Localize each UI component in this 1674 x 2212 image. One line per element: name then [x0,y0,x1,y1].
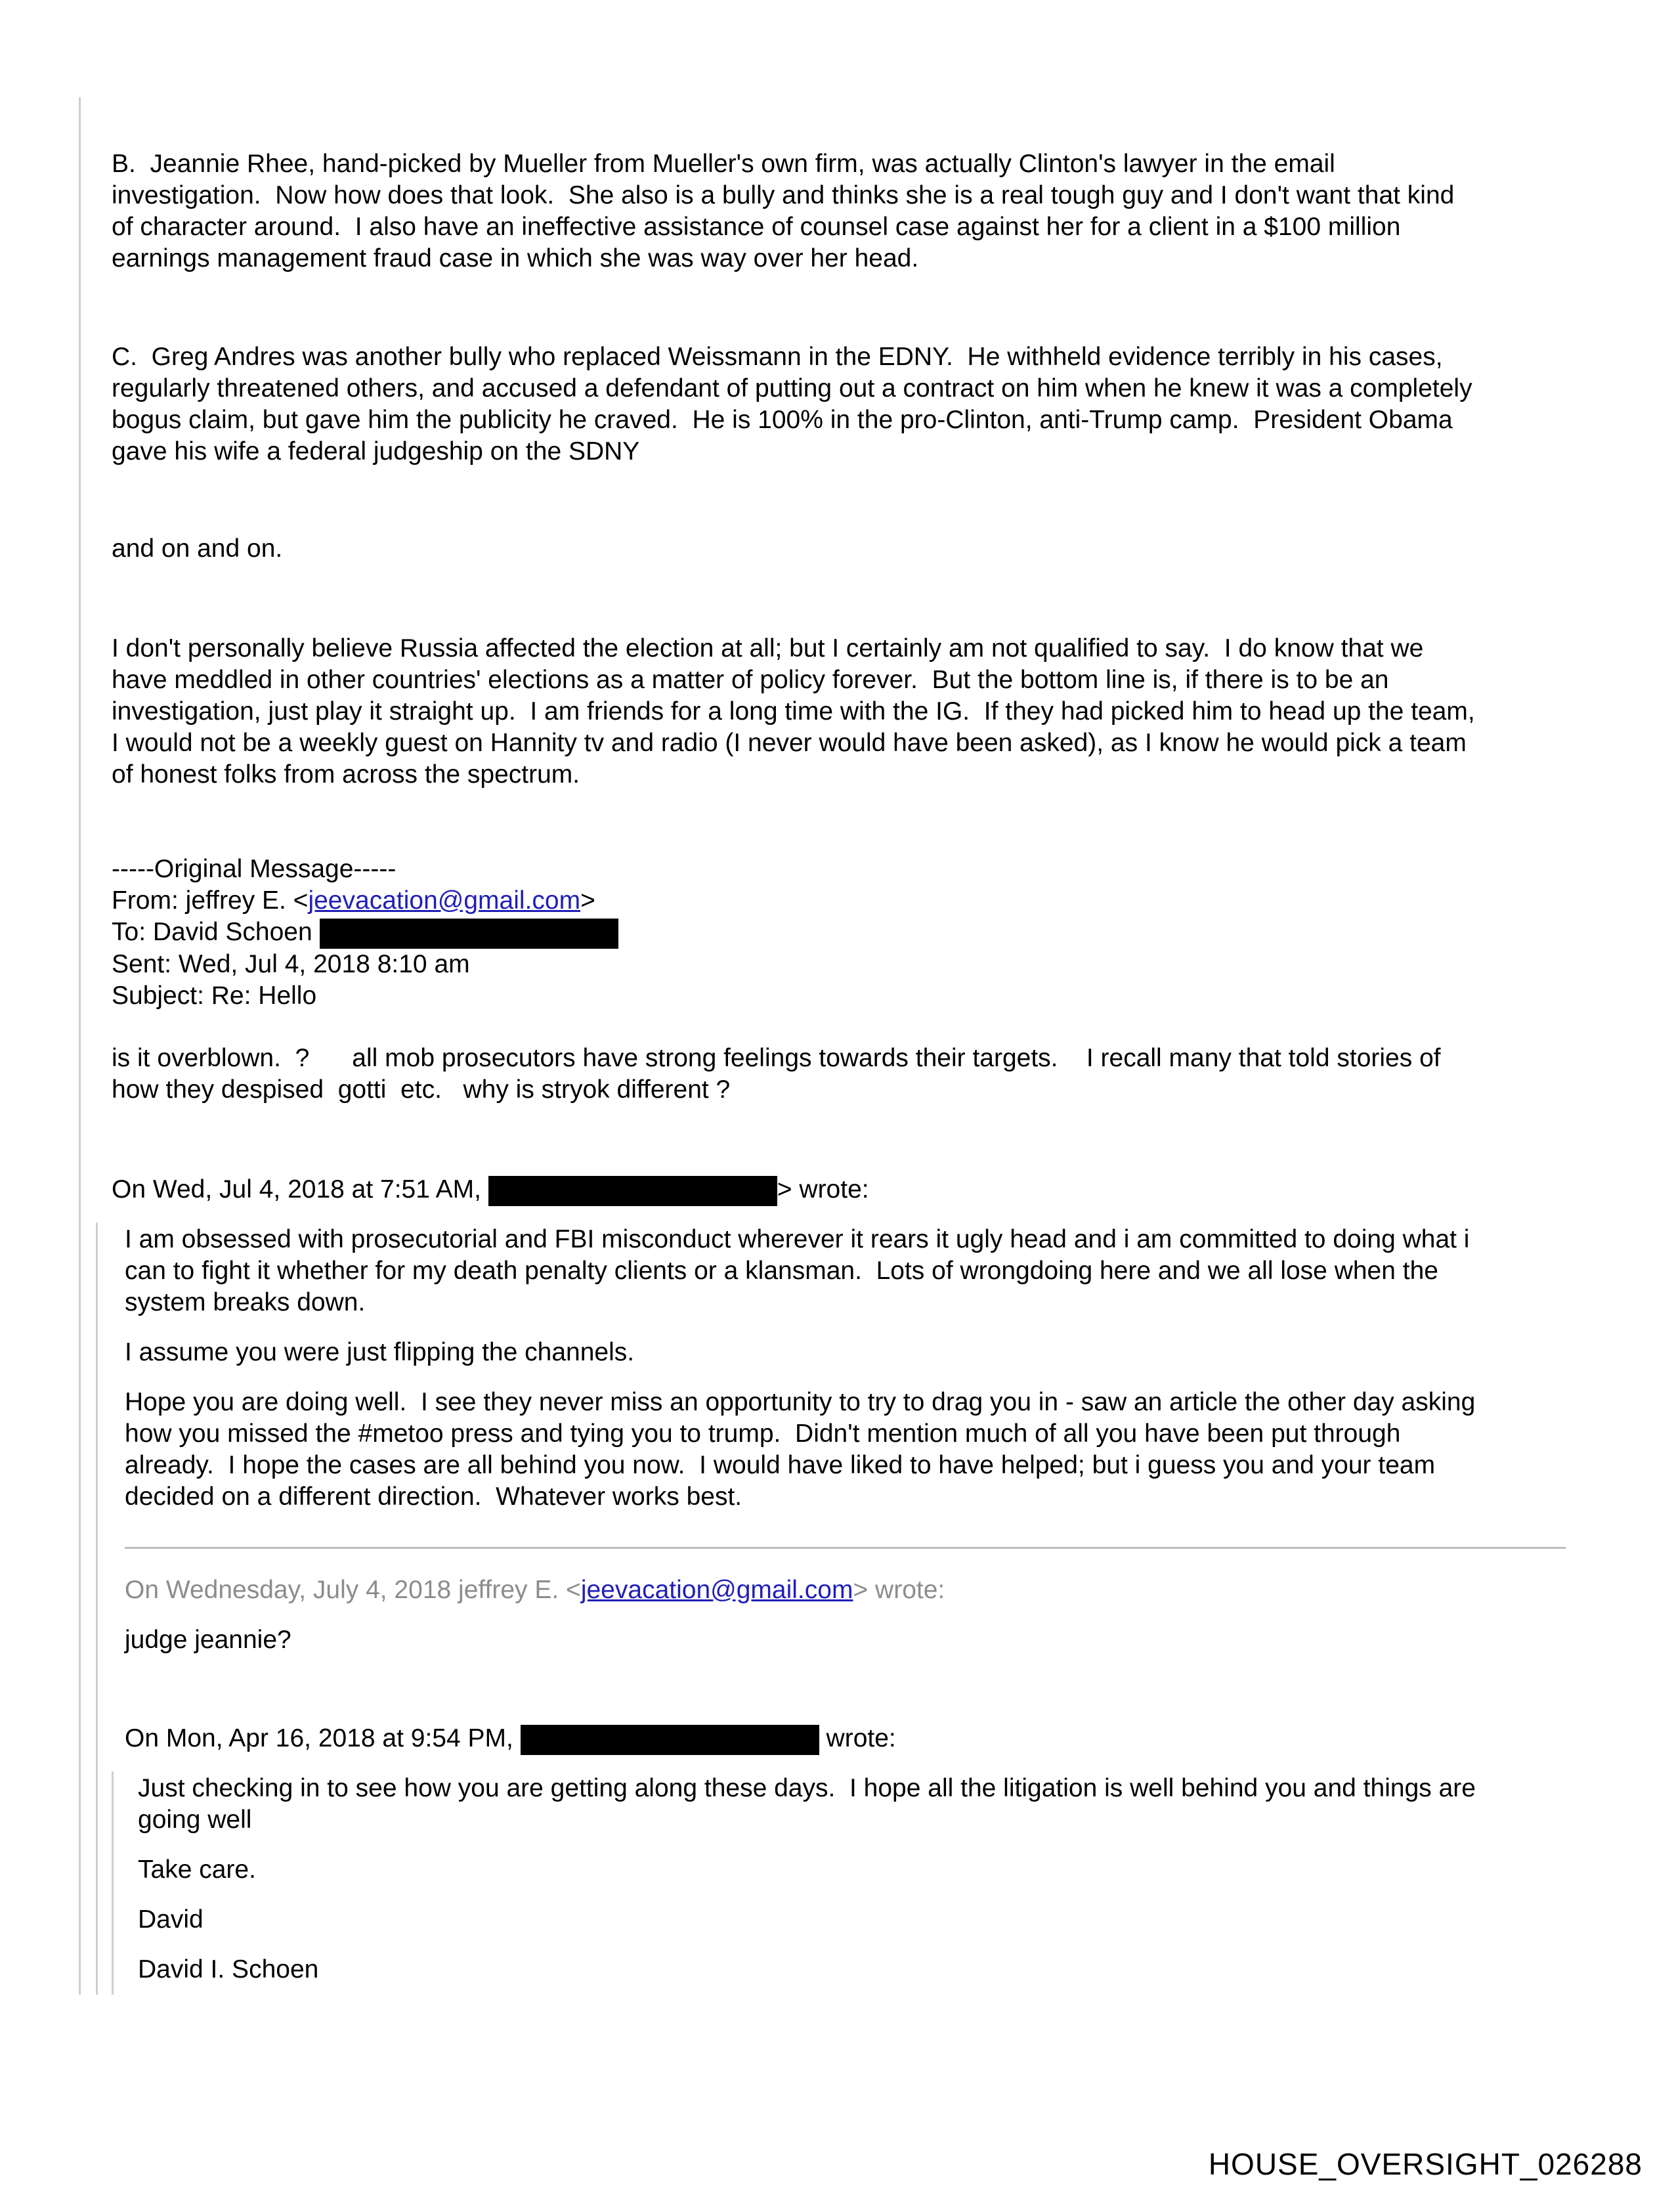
paragraph-and-on: and on and on. [112,534,283,563]
paragraph-russia: I don't personally believe Russia affected the election at all; but I certainly am not qualified to say. I do know that we have meddled in other countries' elections as a matter of policy forever. But the bottom line is, if there is to be an investigation, just play it straight up. I am friends for a long time with the IG. If they had picked him to head up the team, I would not be a weekly guest on Hannity tv and radio (I never would have been asked), as I know he would pick a team of honest folks from across the spectrum. [112,634,1475,789]
redaction-box [488,1176,777,1206]
quote3-intro [125,1723,896,1755]
from-label: From: jeffrey E. < [112,886,309,915]
quote1-paragraph-2: I assume you were just flipping the channels. [125,1338,635,1366]
quote1-paragraph-1: I am obsessed with prosecutorial and FBI misconduct wherever it rears it ugly head and i am committed to doing what i can to fight it whether for my death penalty clients or a klansman. Lots of wrongdoing here and we all lose when the system breaks down. [125,1225,1470,1316]
to-label: To: David Schoen [112,918,320,946]
quote1-intro-suffix: > wrote: [777,1175,869,1204]
quote2-intro-prefix: On Wednesday, July 4, 2018 jeffrey E. < [125,1576,581,1604]
quote3-paragraph-4: David I. Schoen [138,1955,319,1984]
quote2-intro-suffix: > wrote: [853,1576,945,1604]
quote3-intro-prefix: On Mon, Apr 16, 2018 at 9:54 PM, [125,1724,521,1752]
redaction-box [521,1725,819,1755]
paragraph-greg-andres: C. Greg Andres was another bully who replaced Weissmann in the EDNY. He withheld evidence terribly in his cases, regularly threatened others, and accused a defendant of putting out a contract on him when he knew it was a completely bogus claim, but gave him the publicity he craved. He is 100% in the pro-Clinton, anti-Trump camp. President Obama gave his wife a federal judgeship on the SDNY [112,343,1472,466]
quote3-paragraph-2: Take care. [138,1855,256,1884]
quote3-intro-suffix: wrote: [819,1724,896,1752]
quote-bar-level-3 [112,1771,114,1995]
quote1-paragraph-3: Hope you are doing well. I see they never miss an opportunity to try to drag you in - saw an article the other day asking how you missed the #metoo press and tying you to trump. Didn't mention much of all you have been put through already. I hope the cases are all behind you now. I would have liked to have helped; but i guess you and your team decided on a different direction. Whatever works best. [125,1388,1476,1511]
subject-line: Subject: Re: Hello [112,981,317,1010]
quote2-body: judge jeannie? [125,1626,291,1654]
quote-bar-level-2 [96,1223,98,1995]
bates-number: HOUSE_OVERSIGHT_026288 [1208,2147,1642,2181]
to-line [112,917,618,949]
quote3-paragraph-1: Just checking in to see how you are getting along these days. I hope all the litigation is well behind you and things are going well [138,1774,1476,1834]
quote1-intro-prefix: On Wed, Jul 4, 2018 at 7:51 AM, [112,1175,488,1204]
from-email-link[interactable]: jeevacation@gmail.com [308,886,581,915]
sent-line: Sent: Wed, Jul 4, 2018 8:10 am [112,949,470,978]
original-message-separator: -----Original Message----- [112,855,397,883]
outer-quote-bar [79,97,81,1995]
from-close: > [580,886,595,915]
quote3-paragraph-3: David [138,1905,204,1934]
from-line [112,885,618,917]
redaction-box [320,919,618,949]
reply-jeffrey: is it overblown. ? all mob prosecutors have strong feelings towards their targets. I recall many that told stories of how they despised gotti etc. why is stryok different ? [112,1044,1441,1104]
paragraph-jeannie-rhee: B. Jeannie Rhee, hand-picked by Mueller from Mueller's own firm, was actually Clinton's lawyer in the email investigation. Now how does that look. She also is a bully and thinks she is a real tough guy and I don't want that kind of character around. I also have an ineffective assistance of counsel case against her for a client in a $100 million earnings management fraud case in which she was way over her head. [112,150,1455,272]
quote-separator-rule [125,1547,1566,1549]
quote2-email-link[interactable]: jeevacation@gmail.com [580,1576,853,1604]
quote1-intro [112,1174,869,1206]
original-message-header [112,854,618,1012]
quote2-intro [125,1574,945,1606]
